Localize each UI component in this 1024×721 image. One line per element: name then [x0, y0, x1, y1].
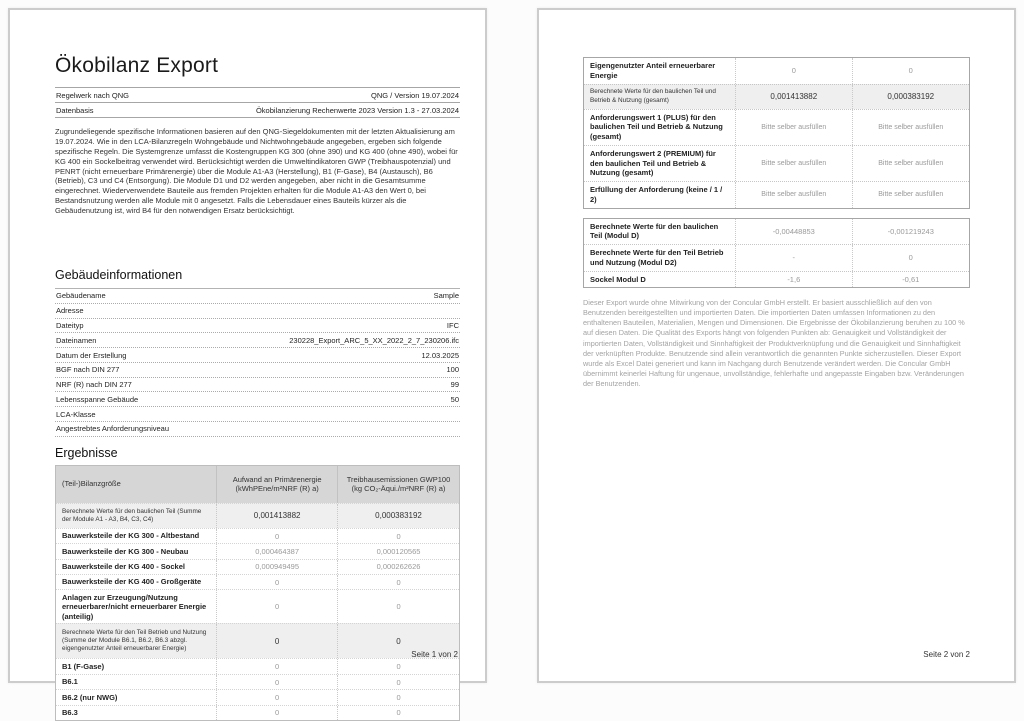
table-row-anlagen-energie — [56, 589, 459, 623]
results-table — [55, 465, 460, 721]
row-label: Sockel Modul D — [584, 272, 736, 288]
page-2-content — [539, 10, 1014, 389]
info-label: Angestrebtes Anforderungsniveau — [56, 424, 169, 434]
row-value-pe: 0 — [217, 575, 338, 589]
row-value-pe: 0,000949495 — [217, 560, 338, 574]
header-gwp100: Treibhausemissionen GWP100 (kg CO₂-Äqui./m²NRF (R) a) — [346, 474, 451, 494]
row-value-pe: 0,000464387 — [217, 544, 338, 558]
row-label: Erfüllung der Anforderung (keine / 1 / 2) — [584, 182, 736, 208]
info-row-lebensspanne — [55, 392, 460, 407]
row-label: B6.3 — [56, 706, 217, 720]
requirements-table — [583, 57, 970, 209]
meta-value: Ökobilanzierung Rechenwerte 2023 Version 1.3 - 27.03.2024 — [255, 105, 459, 115]
info-label: Dateinamen — [56, 335, 97, 345]
table-row-eigengenutzter-anteil — [584, 58, 969, 84]
row-value-gwp: 0,000383192 — [887, 92, 935, 101]
info-label: Datum der Erstellung — [56, 350, 127, 360]
row-label: Anforderungswert 2 (PREMIUM) für den baulichen Teil und Betrieb & Nutzung (gesamt) — [584, 146, 736, 181]
row-label: Bauwerksteile der KG 300 - Altbestand — [56, 529, 217, 543]
document-meta — [55, 87, 460, 118]
page-1-footer: Seite 1 von 2 — [411, 650, 458, 659]
table-row-summary-baulicher-teil — [56, 503, 459, 528]
table-row-kg300-altbestand — [56, 528, 459, 543]
table-row-kg400-sockel — [56, 559, 459, 574]
row-label: Bauwerksteile der KG 400 - Sockel — [56, 560, 217, 574]
row-value-gwp: 0 — [396, 602, 401, 612]
info-row-anforderungsniveau — [55, 422, 460, 437]
row-value-gwp: 0 — [908, 66, 913, 76]
table-row-sockel-modul-d — [584, 271, 969, 288]
row-value-pe: -1,6 — [736, 272, 852, 288]
row-value-gwp: 0 — [908, 253, 913, 263]
row-value-pe: 0 — [217, 690, 338, 704]
header-primaerenergie: Aufwand an Primärenergie (kWhPEne/m²NRF (R) a) — [217, 466, 338, 503]
table-row-kg300-neubau — [56, 543, 459, 558]
section-title-results: Ergebnisse — [55, 445, 118, 460]
meta-value: QNG / Version 19.07.2024 — [371, 90, 459, 100]
page-1-content — [10, 10, 485, 721]
row-value-pe: 0 — [217, 706, 338, 720]
row-placeholder-gwp: Bitte selber ausfüllen — [878, 159, 944, 167]
row-placeholder-pe: Bitte selber ausfüllen — [736, 182, 852, 208]
meta-row-datenbasis — [55, 103, 460, 118]
document-title: Ökobilanz Export — [55, 54, 219, 77]
info-label: Lebensspanne Gebäude — [56, 394, 139, 404]
row-value-pe: 0,001413882 — [217, 504, 338, 528]
row-label: Bauwerksteile der KG 400 - Großgeräte — [56, 575, 217, 589]
row-value-gwp: 0 — [396, 708, 401, 718]
row-label: Berechnete Werte für den baulichen Teil (Modul D) — [584, 219, 736, 245]
info-label: Adresse — [56, 306, 84, 316]
table-row-b61 — [56, 674, 459, 689]
info-row-gebaeudename — [55, 289, 460, 304]
info-value: Sample — [433, 291, 459, 301]
row-label: Anforderungswert 1 (PLUS) für den baulichen Teil und Betrieb & Nutzung (gesamt) — [584, 110, 736, 145]
row-value-gwp: 0,000383192 — [375, 511, 422, 521]
info-label: NRF (R) nach DIN 277 — [56, 380, 132, 390]
row-label: B1 (F-Gase) — [56, 659, 217, 673]
info-row-dateinamen — [55, 333, 460, 348]
info-row-bgf — [55, 363, 460, 378]
info-row-lca-klasse — [55, 407, 460, 422]
info-value: 50 — [450, 394, 459, 404]
building-info-list — [55, 288, 460, 437]
intro-paragraph: Zugrundeliegende spezifische Informationen basieren auf den QNG-Siegeldokumenten mit der letzten Aktualisierung am 19.07.2024. Wie in den LCA-Bilanzregeln Wohngebäude und Nichtwohngebäude angegeben, ergeben sich folgende spezifische Regeln. Die Systemgrenze umfasst die Kostengruppen KG 300 (ohne 390) und KG 400 (ohne 490), wobei für KG 400 ein Sockelbeitrag verwendet wird. Berücksichtigt werden die Umweltindikatoren GWP (Treibhauspotenzial) und PENRT (nicht erneuerbare Primärenergie) über die Module A1-A3 (Herstellung), B1 (F-Gase), B4 (Austausch), B6 (Betrieb), C3 und C4 (Entsorgung). Die Module D1 und D2 werden angegeben, aber nicht in die Gesamtsumme eingerechnet. Wiederverwendete Bauteile aus fremden Projekten erhalten für die Module A1-A3 den Wert 0, bei Bestandsnutzung werden alle Module mit 0 angesetzt. Falls die Lebensdauer eines Bauteils kürzer als die Gebäudenutzung ist, wird B4 für den notwendigen Ersatz berücksichtigt. — [55, 127, 458, 216]
info-label: Gebäudename — [56, 291, 106, 301]
table-row-anforderungswert-1-plus — [584, 109, 969, 145]
meta-row-regelwerk — [55, 88, 460, 103]
row-value-pe: 0 — [217, 675, 338, 689]
row-label: Berechnete Werte für den Teil Betrieb und Nutzung (Summe der Module B6.1, B6.2, B6.3 abzgl. eigengenutzter Anteil erneuerbarer Energie) — [56, 624, 217, 658]
document-page-2 — [537, 8, 1016, 683]
row-value-gwp: 0 — [396, 692, 401, 702]
table-row-summary-betrieb-nutzung — [56, 623, 459, 658]
modul-d-table — [583, 218, 970, 289]
row-label: Berechnete Werte für den baulichen Teil (Summe der Module A1 - A3, B4, C3, C4) — [56, 504, 217, 528]
info-value: 100 — [446, 365, 459, 375]
table-row-erfuellung-anforderung — [584, 181, 969, 208]
row-value-pe: 0 — [217, 624, 338, 658]
row-placeholder-pe: Bitte selber ausfüllen — [736, 146, 852, 181]
row-value-pe: -0,00448853 — [736, 219, 852, 245]
info-label: Dateityp — [56, 320, 84, 330]
info-value: IFC — [446, 320, 459, 330]
info-value: 230228_Export_ARC_5_XX_2022_2_7_230206.ifc — [289, 335, 459, 345]
table-row-anforderungswert-2-premium — [584, 145, 969, 181]
meta-label: Regelwerk nach QNG — [56, 90, 129, 100]
row-placeholder-pe: Bitte selber ausfüllen — [736, 110, 852, 145]
info-row-adresse — [55, 304, 460, 319]
table-row-modul-d-baulicher-teil — [584, 219, 969, 245]
row-label: Berechnete Werte für den Teil Betrieb und Nutzung (Modul D2) — [584, 245, 736, 271]
document-page-1 — [8, 8, 487, 718]
info-row-datum — [55, 348, 460, 363]
disclaimer-paragraph: Dieser Export wurde ohne Mitwirkung von der Concular GmbH erstellt. Er basiert ausschließlich auf den von Benutzenden bereitgestellten und importierten Daten. Die importierten Daten umfassen Informationen zu den enthaltenen Bauteilen, Materialien, Mengen und Dimensionen. Die Ergebnisse der Ökobilanzierung beruhen zu 100 % auf diesen Daten. Die Qualität des Exports hängt von folgenden Punkten ab: Genauigkeit und Vollständigkeit der importierten Daten, Vollständigkeit und Sinnhaftigkeit der Produktverknüpfung und die Genauigkeit und Sinnhaftigkeit der verknüpften Produkte. Benutzende sind allein verantwortlich die genannten Punkte sicherzustellen. Dieser Export wurde als Excel Datei generiert und kann im Nachgang durch Benutzende verändert werden. Die Concular GmbH übernimmt keinerlei Haftung für ungenaue, unvollständige, fehlerhafte und angepasste Eingaben bzw. Veränderungen der Benutzenden. — [583, 298, 965, 388]
table-row-summary-gesamt — [584, 84, 969, 109]
table-row-kg400-grossgeraete — [56, 574, 459, 589]
row-label: B6.2 (nur NWG) — [56, 690, 217, 704]
row-value-gwp: 0,000262626 — [376, 562, 421, 572]
table-row-modul-d2-betrieb — [584, 244, 969, 271]
info-row-nrf — [55, 378, 460, 393]
row-value-gwp: 0 — [396, 677, 401, 687]
row-value-pe: 0 — [217, 590, 338, 623]
row-label: Bauwerksteile der KG 300 - Neubau — [56, 544, 217, 558]
info-value: 99 — [450, 380, 459, 390]
row-value-pe: 0 — [217, 659, 338, 673]
row-value-gwp: 0 — [396, 636, 401, 646]
results-table-header — [56, 466, 459, 503]
info-row-dateityp — [55, 319, 460, 334]
row-label: B6.1 — [56, 675, 217, 689]
info-value: 12.03.2025 — [421, 350, 459, 360]
row-value-gwp: 0 — [396, 531, 401, 541]
info-label: BGF nach DIN 277 — [56, 365, 120, 375]
row-value-pe: - — [736, 245, 852, 271]
table-row-b62 — [56, 689, 459, 704]
section-title-building: Gebäudeinformationen — [55, 268, 183, 283]
row-label: Berechnete Werte für den baulichen Teil und Betrieb & Nutzung (gesamt) — [584, 85, 736, 109]
info-label: LCA-Klasse — [56, 409, 96, 419]
row-value-gwp: -0,61 — [902, 274, 920, 284]
page-2-footer: Seite 2 von 2 — [923, 650, 970, 659]
row-value-gwp: 0 — [396, 577, 401, 587]
row-label: Anlagen zur Erzeugung/Nutzung erneuerbarer/nicht erneuerbarer Energie (anteilig) — [56, 590, 217, 623]
table-row-b63 — [56, 705, 459, 720]
row-value-pe: 0 — [217, 529, 338, 543]
row-label: Eigengenutzter Anteil erneuerbarer Energie — [584, 58, 736, 84]
row-value-gwp: 0,000120565 — [376, 546, 421, 556]
row-value-pe: 0,001413882 — [736, 85, 852, 109]
row-placeholder-gwp: Bitte selber ausfüllen — [878, 123, 944, 131]
meta-label: Datenbasis — [56, 105, 94, 115]
table-row-b1-f-gase — [56, 658, 459, 673]
row-placeholder-gwp: Bitte selber ausfüllen — [878, 191, 944, 199]
row-value-gwp: -0,001219243 — [887, 226, 934, 236]
row-value-gwp: 0 — [396, 662, 401, 672]
row-value-pe: 0 — [736, 58, 852, 84]
header-bilanzgroesse: (Teil-)Bilanzgröße — [56, 466, 217, 503]
